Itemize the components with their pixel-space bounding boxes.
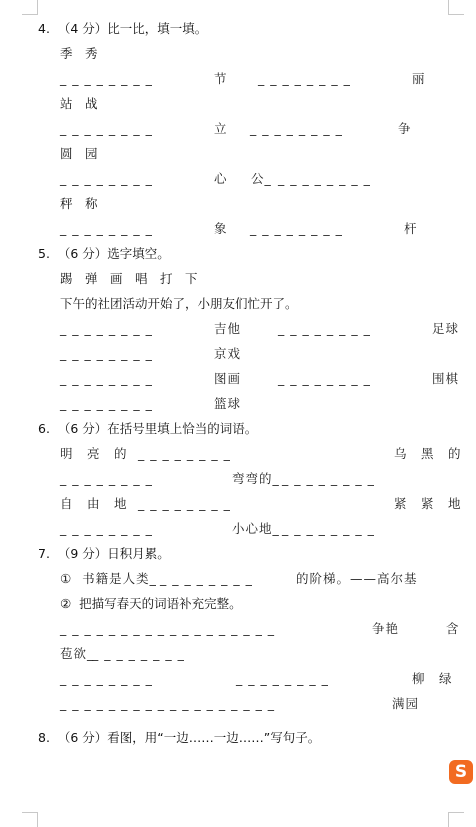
answer-blank[interactable]: _ _ _ _ _ _ _ _ [60,171,153,186]
answer-blank[interactable]: _ _ _ _ _ _ _ _ [278,371,371,386]
sogou-logo-icon: S [449,760,473,784]
question-7-header: 7. （9 分）日积月累。 [38,546,170,561]
row-char: 节 [214,71,228,86]
question-8-header: 8. （6 分）看图，用“一边……一边……”写句子。 [38,730,321,745]
answer-blank[interactable]: _ _ _ _ _ _ _ _ [138,446,231,461]
answer-blank[interactable]: _ _ _ _ _ _ _ _ [60,221,153,236]
crop-mark [37,812,38,827]
question-5-header: 5. （6 分）选字填空。 [38,246,170,261]
answer-blank[interactable]: _ _ _ _ _ _ _ _ [282,521,375,536]
answer-blank[interactable]: _ _ _ _ _ _ _ _ [250,121,343,136]
row-word: 争艳 [372,621,400,636]
row-word: 吉他 [214,321,242,336]
row-word: 苞欲_ [60,646,95,661]
answer-blank[interactable]: _ _ _ _ _ _ _ _ _ _ _ _ _ _ _ _ _ _ [60,696,276,711]
row-word: 篮球 [214,396,242,411]
row-char: 争 [398,121,412,136]
row-word: 满园 [392,696,420,711]
char-pair: 季 秀 [60,46,98,61]
row-char: 立 [214,121,228,136]
row-word: 京戏 [214,346,242,361]
row-word: 柳 绿 [412,671,453,686]
answer-blank[interactable]: _ _ _ _ _ _ _ _ [250,221,343,236]
answer-blank[interactable]: _ _ _ _ _ _ _ _ [160,571,253,586]
row-char: 公_ [251,171,272,186]
answer-blank[interactable]: _ _ _ _ _ _ _ _ _ _ _ _ _ _ _ _ _ _ [60,621,276,636]
row-word: 紧 紧 地 [394,496,462,511]
item-text: ① 书籍是人类_ [60,571,157,586]
crop-mark [448,812,449,827]
row-word: 弯弯的_ [232,471,280,486]
row-word: 乌 黑 的 [394,446,462,461]
answer-blank[interactable]: _ _ _ _ _ _ _ _ [60,121,153,136]
crop-mark [448,14,464,15]
crop-mark [37,0,38,14]
row-word: 自 由 地 [60,496,128,511]
row-char: 杆 [404,221,418,236]
crop-mark [22,14,38,15]
row-char: 象 [214,221,228,236]
crop-mark [22,812,38,813]
row-word: 图画 [214,371,242,386]
answer-blank[interactable]: _ _ _ _ _ _ _ _ [60,396,153,411]
row-char: 丽 [412,71,426,86]
choice-chars: 踢 弹 画 唱 打 下 [60,271,198,286]
answer-blank[interactable]: _ _ _ _ _ _ _ _ [60,71,153,86]
answer-blank[interactable]: _ _ _ _ _ _ _ _ [60,521,153,536]
item-text: 的阶梯。——高尔基 [296,571,418,586]
row-word: 小心地_ [232,521,280,536]
answer-blank[interactable]: _ _ _ _ _ _ _ _ [236,671,329,686]
answer-blank[interactable]: _ _ _ _ _ _ _ _ [60,371,153,386]
char-pair: 秤 称 [60,196,98,211]
row-word: 含 [446,621,460,636]
answer-blank[interactable]: _ _ _ _ _ _ _ _ [60,671,153,686]
answer-blank[interactable]: _ _ _ _ _ _ _ _ [278,171,371,186]
answer-blank[interactable]: _ _ _ _ _ _ _ _ [60,471,153,486]
answer-blank[interactable]: _ _ _ _ _ _ _ _ [60,321,153,336]
row-word: 明 亮 的 [60,446,128,461]
crop-mark [448,0,449,14]
answer-blank[interactable]: _ _ _ _ _ _ _ _ [282,471,375,486]
char-pair: 圆 园 [60,146,98,161]
answer-blank[interactable]: _ _ _ _ _ _ _ _ [258,71,351,86]
answer-blank[interactable]: _ _ _ _ _ _ _ _ [92,646,185,661]
char-pair: 站 战 [60,96,98,111]
row-word: 足球 [432,321,460,336]
crop-mark [448,812,464,813]
answer-blank[interactable]: _ _ _ _ _ _ _ _ [138,496,231,511]
item-text: ② 把描写春天的词语补充完整。 [60,596,242,611]
answer-blank[interactable]: _ _ _ _ _ _ _ _ [278,321,371,336]
row-char: 心 [214,171,228,186]
row-word: 围棋 [432,371,460,386]
question-6-header: 6. （6 分）在括号里填上恰当的词语。 [38,421,258,436]
context-sentence: 下午的社团活动开始了，小朋友们忙开了。 [60,296,298,311]
question-4-header: 4. （4 分）比一比，填一填。 [38,21,208,36]
answer-blank[interactable]: _ _ _ _ _ _ _ _ [60,346,153,361]
